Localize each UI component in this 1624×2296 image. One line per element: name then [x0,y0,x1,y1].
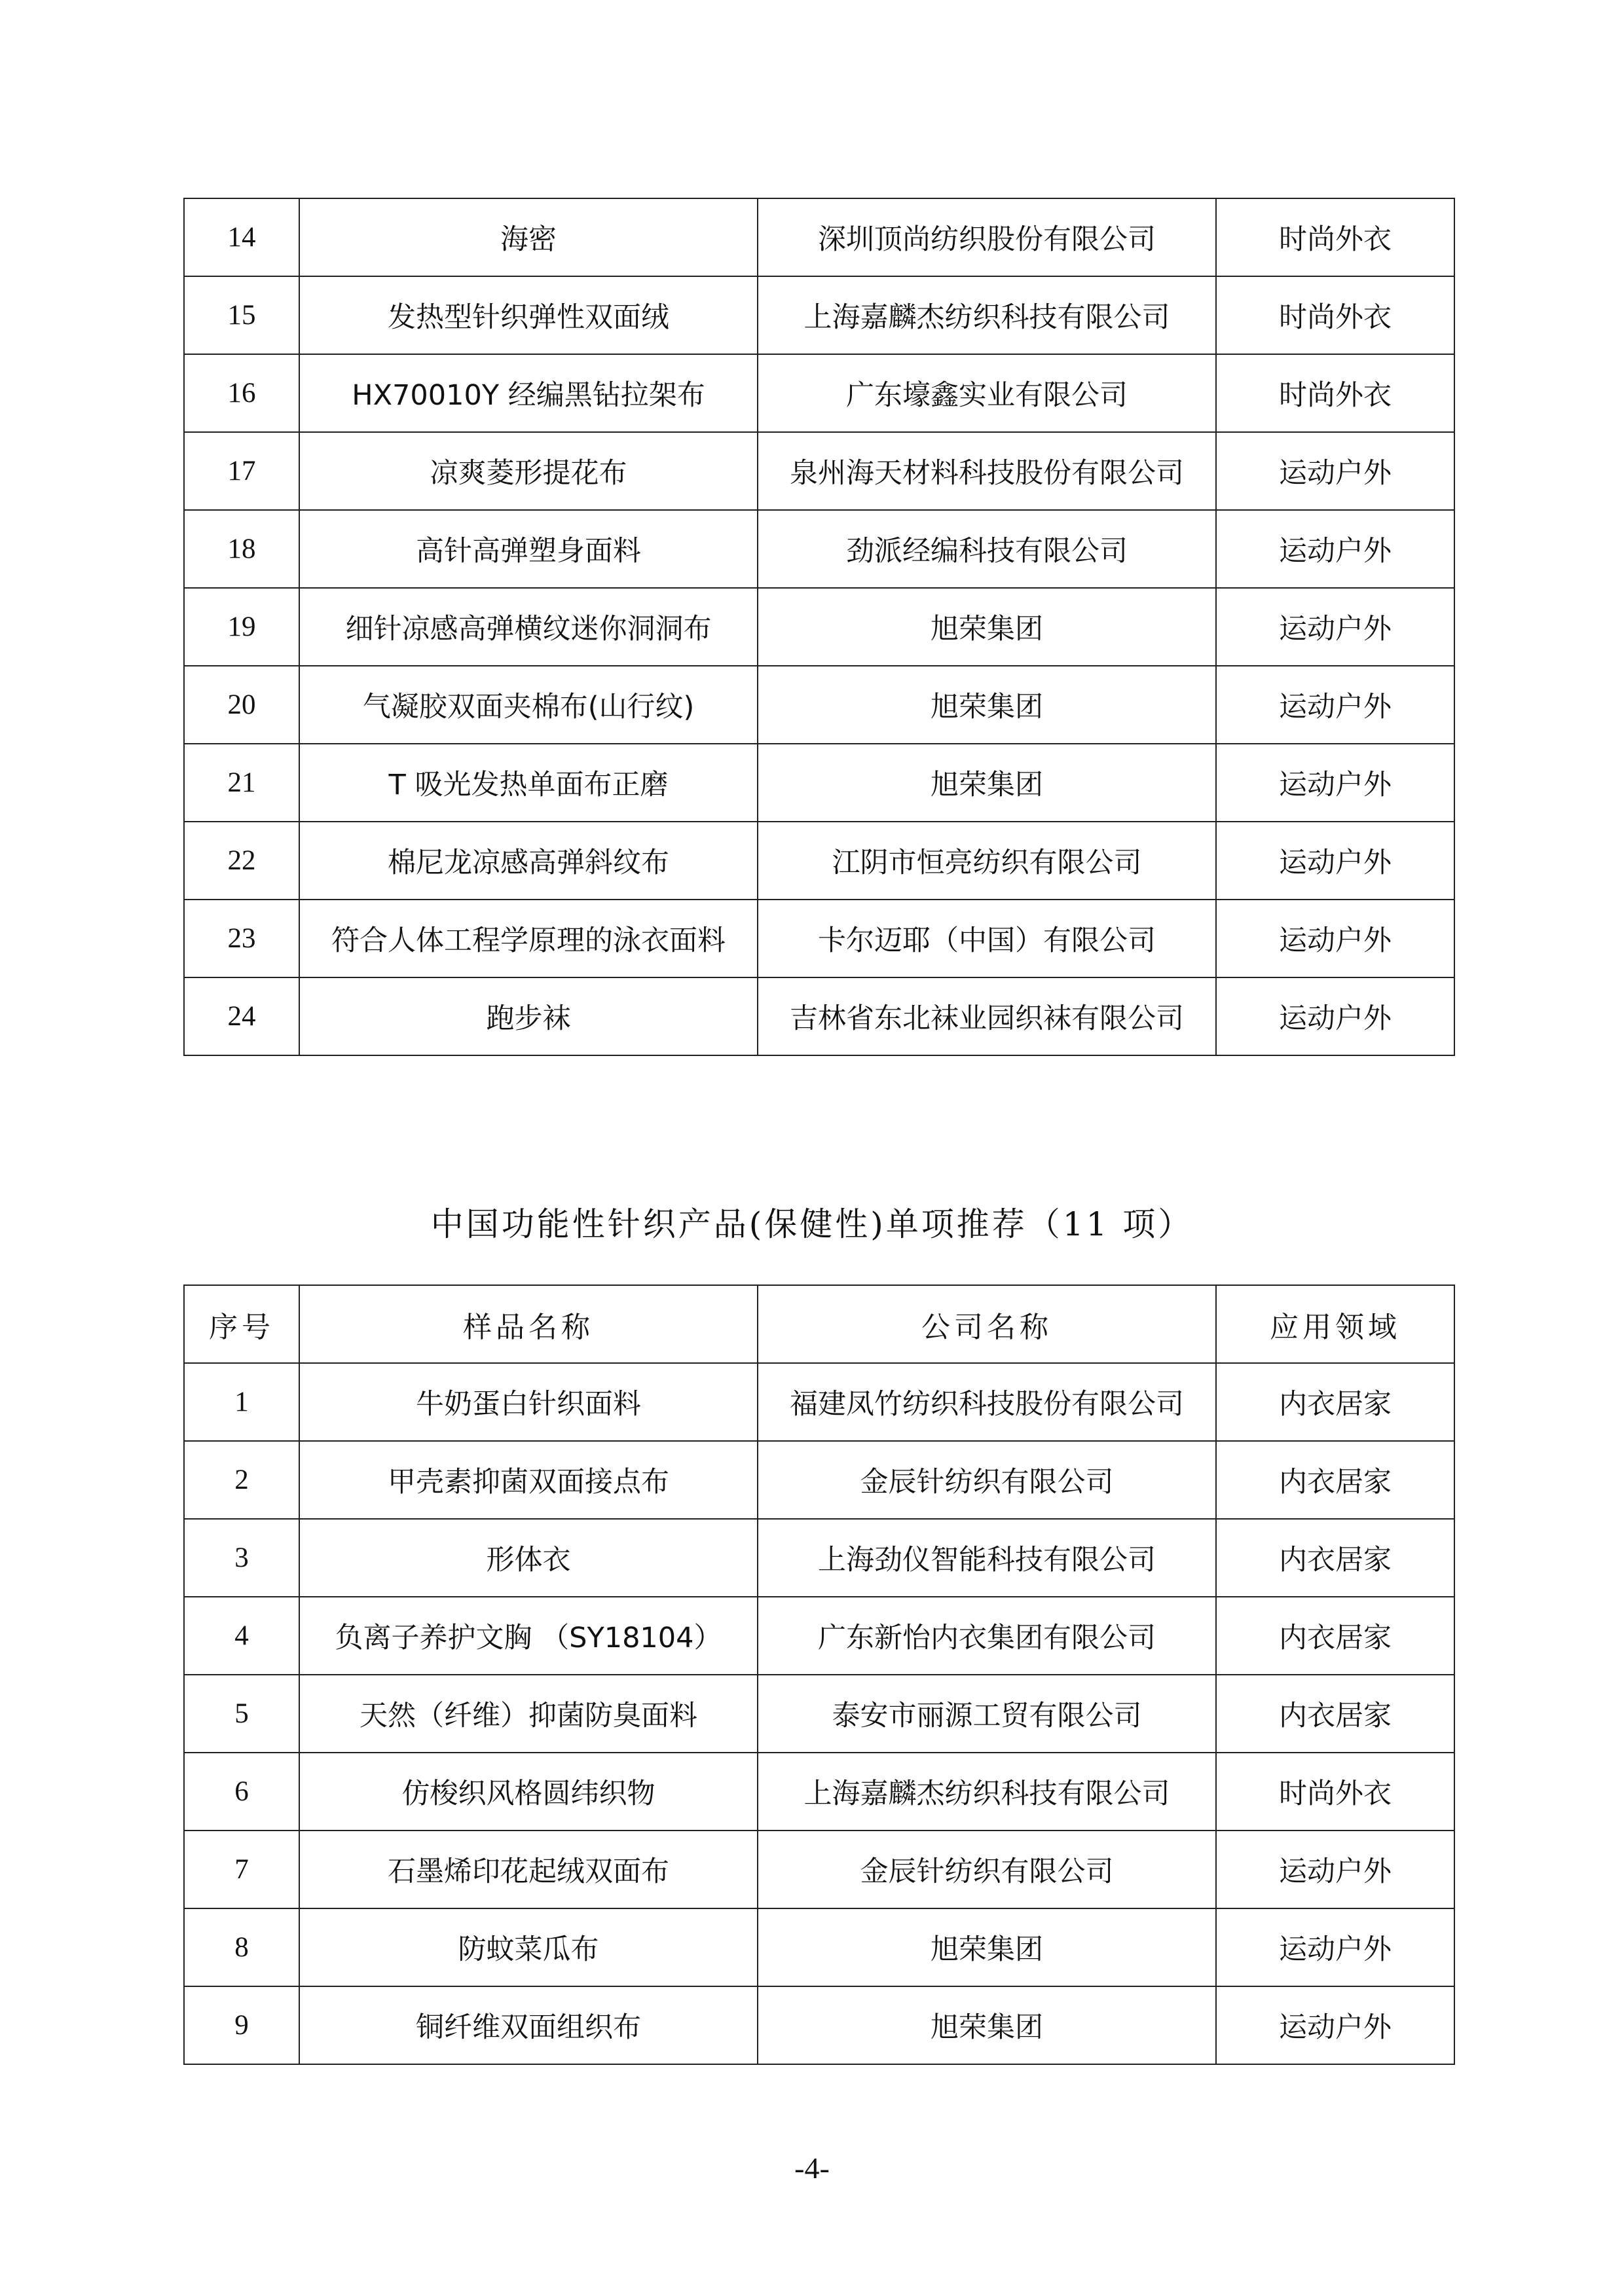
cell-sample-name: 防蚊菜瓜布 [299,1908,758,1986]
cell-sample-name: T 吸光发热单面布正磨 [299,744,758,822]
table-row [184,1597,1454,1675]
cell-sample-name: 海密 [299,198,758,276]
cell-application-field: 运动户外 [1216,744,1454,822]
section-title: 中国功能性针织产品(保健性)单项推荐（11 项） [430,1205,1194,1243]
cell-index: 22 [184,822,299,900]
product-table-continued [183,198,1455,1056]
cell-application-field: 内衣居家 [1216,1363,1454,1441]
cell-company-name: 金辰针纺织有限公司 [758,1831,1216,1908]
cell-application-field: 运动户外 [1216,822,1454,900]
header-application-field: 应用领域 [1216,1285,1454,1363]
cell-sample-name: 气凝胶双面夹棉布(山行纹) [299,666,758,744]
table-row [184,198,1454,276]
table-row [184,354,1454,432]
table-row [184,1441,1454,1519]
table-row [184,744,1454,822]
cell-index: 19 [184,588,299,666]
cell-company-name: 福建凤竹纺织科技股份有限公司 [758,1363,1216,1441]
cell-company-name: 深圳顶尚纺织股份有限公司 [758,198,1216,276]
table-row [184,900,1454,977]
header-company-name: 公司名称 [758,1285,1216,1363]
cell-index: 16 [184,354,299,432]
table-row [184,588,1454,666]
cell-sample-name: 高针高弹塑身面料 [299,510,758,588]
table-row [184,1363,1454,1441]
cell-company-name: 旭荣集团 [758,744,1216,822]
cell-company-name: 旭荣集团 [758,588,1216,666]
cell-company-name: 泰安市丽源工贸有限公司 [758,1675,1216,1753]
table-row [184,1831,1454,1908]
table-row [184,1519,1454,1597]
cell-application-field: 时尚外衣 [1216,1753,1454,1831]
page-number: -4- [794,2151,830,2185]
table-row [184,432,1454,510]
cell-application-field: 时尚外衣 [1216,354,1454,432]
cell-company-name: 广东壕鑫实业有限公司 [758,354,1216,432]
cell-index: 14 [184,198,299,276]
cell-company-name: 金辰针纺织有限公司 [758,1441,1216,1519]
cell-sample-name: 天然（纤维）抑菌防臭面料 [299,1675,758,1753]
cell-index: 23 [184,900,299,977]
table-row [184,822,1454,900]
cell-company-name: 吉林省东北袜业园织袜有限公司 [758,977,1216,1055]
table-row [184,276,1454,354]
cell-index: 17 [184,432,299,510]
cell-application-field: 内衣居家 [1216,1675,1454,1753]
cell-application-field: 内衣居家 [1216,1519,1454,1597]
table-row [184,510,1454,588]
cell-sample-name: 细针凉感高弹横纹迷你洞洞布 [299,588,758,666]
cell-sample-name: 凉爽菱形提花布 [299,432,758,510]
cell-index: 9 [184,1986,299,2064]
cell-index: 7 [184,1831,299,1908]
cell-company-name: 劲派经编科技有限公司 [758,510,1216,588]
cell-index: 4 [184,1597,299,1675]
cell-sample-name: 棉尼龙凉感高弹斜纹布 [299,822,758,900]
cell-index: 8 [184,1908,299,1986]
cell-application-field: 运动户外 [1216,977,1454,1055]
table-row [184,666,1454,744]
cell-application-field: 时尚外衣 [1216,276,1454,354]
cell-sample-name: HX70010Y 经编黑钻拉架布 [299,354,758,432]
health-product-table [183,1285,1455,2065]
cell-index: 15 [184,276,299,354]
cell-sample-name: 石墨烯印花起绒双面布 [299,1831,758,1908]
cell-sample-name: 甲壳素抑菌双面接点布 [299,1441,758,1519]
cell-index: 5 [184,1675,299,1753]
cell-sample-name: 铜纤维双面组织布 [299,1986,758,2064]
cell-index: 24 [184,977,299,1055]
cell-index: 6 [184,1753,299,1831]
header-index: 序号 [184,1285,299,1363]
cell-application-field: 运动户外 [1216,510,1454,588]
cell-company-name: 旭荣集团 [758,666,1216,744]
cell-company-name: 上海嘉麟杰纺织科技有限公司 [758,1753,1216,1831]
cell-application-field: 内衣居家 [1216,1441,1454,1519]
cell-sample-name: 负离子养护文胸 （SY18104） [299,1597,758,1675]
cell-company-name: 江阴市恒亮纺织有限公司 [758,822,1216,900]
cell-company-name: 卡尔迈耶（中国）有限公司 [758,900,1216,977]
table-row [184,1986,1454,2064]
cell-company-name: 旭荣集团 [758,1986,1216,2064]
cell-index: 20 [184,666,299,744]
cell-sample-name: 形体衣 [299,1519,758,1597]
table-row [184,1675,1454,1753]
cell-company-name: 上海嘉麟杰纺织科技有限公司 [758,276,1216,354]
cell-company-name: 泉州海天材料科技股份有限公司 [758,432,1216,510]
cell-sample-name: 符合人体工程学原理的泳衣面料 [299,900,758,977]
cell-index: 3 [184,1519,299,1597]
cell-application-field: 内衣居家 [1216,1597,1454,1675]
cell-index: 2 [184,1441,299,1519]
table-row [184,1908,1454,1986]
cell-index: 21 [184,744,299,822]
cell-sample-name: 发热型针织弹性双面绒 [299,276,758,354]
header-sample-name: 样品名称 [299,1285,758,1363]
cell-application-field: 运动户外 [1216,666,1454,744]
table-row [184,977,1454,1055]
cell-sample-name: 仿梭织风格圆纬织物 [299,1753,758,1831]
cell-application-field: 运动户外 [1216,900,1454,977]
cell-application-field: 时尚外衣 [1216,198,1454,276]
table-row [184,1753,1454,1831]
cell-application-field: 运动户外 [1216,588,1454,666]
cell-sample-name: 牛奶蛋白针织面料 [299,1363,758,1441]
table-header-row [184,1285,1454,1363]
cell-company-name: 上海劲仪智能科技有限公司 [758,1519,1216,1597]
cell-application-field: 运动户外 [1216,1831,1454,1908]
cell-index: 18 [184,510,299,588]
cell-company-name: 旭荣集团 [758,1908,1216,1986]
cell-index: 1 [184,1363,299,1441]
cell-application-field: 运动户外 [1216,1908,1454,1986]
cell-sample-name: 跑步袜 [299,977,758,1055]
cell-company-name: 广东新怡内衣集团有限公司 [758,1597,1216,1675]
cell-application-field: 运动户外 [1216,1986,1454,2064]
cell-application-field: 运动户外 [1216,432,1454,510]
